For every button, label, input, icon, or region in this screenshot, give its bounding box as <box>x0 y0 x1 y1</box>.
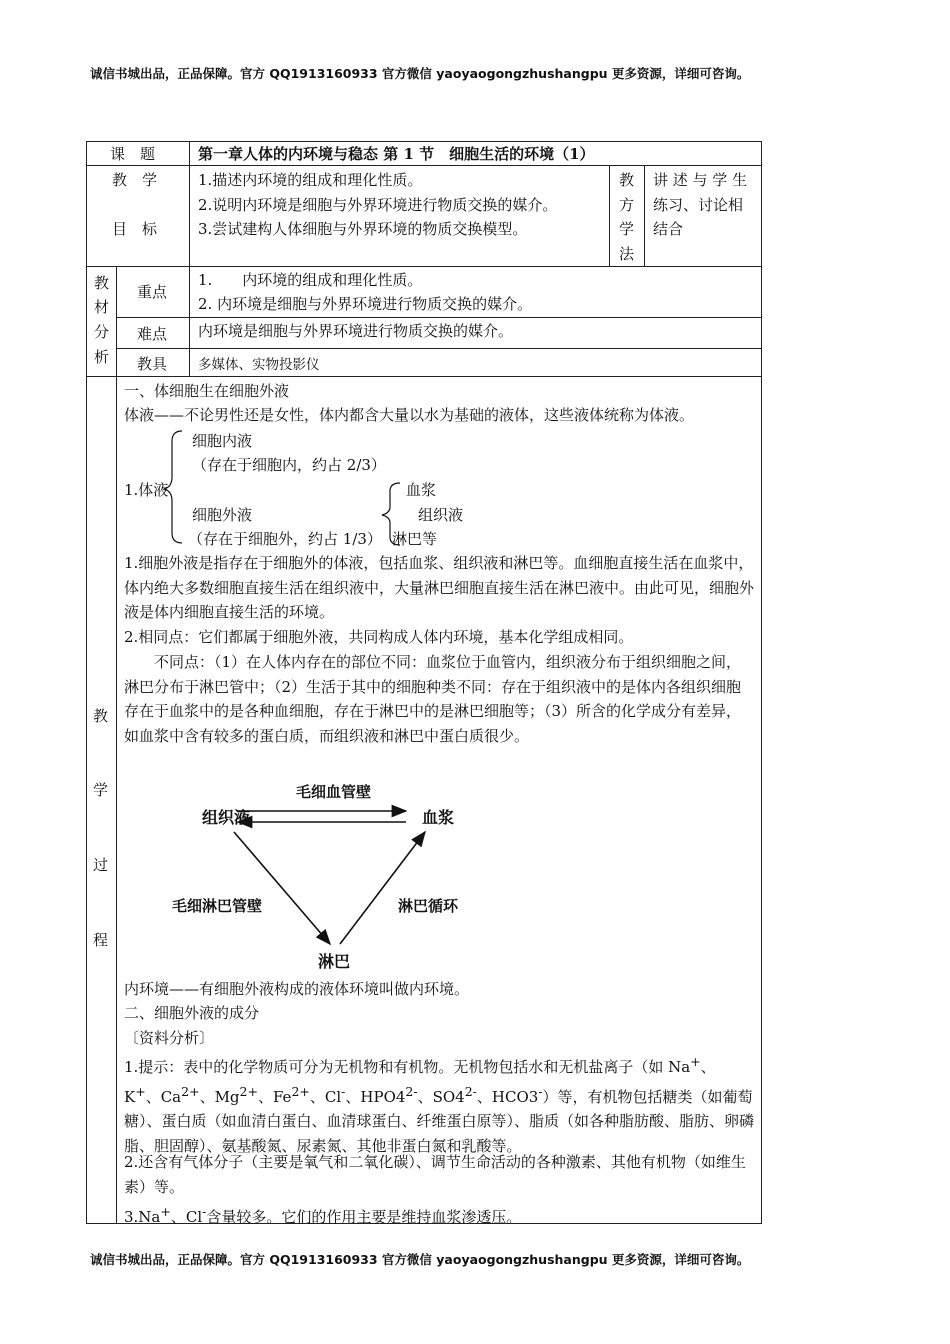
key-point: 1. 内环境的组成和理化性质。 <box>198 271 423 289</box>
sup-k: + <box>135 1083 146 1099</box>
tree-intracellular-note: （存在于细胞内，约占 2/3） <box>192 456 386 474</box>
paragraph-5: 2.还含有气体分子（主要是氧气和二氧化碳）、调节生命活动的各种激素、其他有机物（如维生素）等。 <box>124 1153 746 1196</box>
paragraph-6: 3.Na+、Cl-含量较多。它们的作用主要是维持血浆渗透压。 <box>124 1204 522 1226</box>
tree-tissue-fluid: 组织液 <box>418 506 464 524</box>
bottom-banner: 诚信书城出品，正品保障。官方 QQ1913160933 官方微信 yaoyaogongzhushangpu 更多资源，详细可咨询。 <box>90 1252 750 1267</box>
paragraph-1: 1.细胞外液是指存在于细胞外的体液，包括血浆、组织液和淋巴等。血细胞直接生活在血浆中，体内绝大多数细胞直接生活在组织液中，大量淋巴细胞直接生活在淋巴液中。由此可见，细胞外液是体内细胞直接生活的环境。 <box>124 554 755 621</box>
key-point: 2. 内环境是细胞与外界环境进行物质交换的媒介。 <box>198 295 533 313</box>
material-analysis-heading: 〔资料分析〕 <box>124 1029 215 1047</box>
topic-label: 课 题 <box>110 145 156 163</box>
node-tissue-fluid: 组织液 <box>202 808 251 827</box>
label-capillary-wall: 毛细血管壁 <box>296 783 372 801</box>
goal-item: 1.描述内环境的组成和理化性质。 <box>198 171 423 189</box>
sup-fe: 2+ <box>291 1083 310 1099</box>
tree-lymph: 淋巴等 <box>392 530 438 548</box>
sup-hco3: - <box>538 1083 543 1099</box>
arrow-lymph-to-plasma <box>340 832 425 944</box>
difficulty-value: 内环境是细胞与外界环境进行物质交换的媒介。 <box>198 322 514 340</box>
goal-label-2: 目 标 <box>112 220 158 238</box>
method-value-line: 结合 <box>653 220 684 238</box>
analysis-label-char: 分 <box>94 323 110 341</box>
sup-cl: - <box>341 1083 346 1099</box>
tools-label: 教具 <box>137 355 168 373</box>
method-value-line: 练习、讨论相 <box>653 196 744 214</box>
topic-value: 第一章人体的内环境与稳态 第 1 节 细胞生活的环境（1） <box>198 145 595 163</box>
process-label-char: 过 <box>93 856 109 874</box>
analysis-label-char: 析 <box>94 348 110 366</box>
process-label-cell <box>86 376 117 1224</box>
label-lymph-capillary-wall: 毛细淋巴管壁 <box>172 897 263 915</box>
section1-title: 一、体细胞生在细胞外液 <box>124 382 290 400</box>
node-lymph: 淋巴 <box>318 952 351 971</box>
top-banner: 诚信书城出品，正品保障。官方 QQ1913160933 官方微信 yaoyaogongzhushangpu 更多资源，详细可咨询。 <box>90 66 750 81</box>
goal-label-1: 教 学 <box>112 171 158 189</box>
tools-value: 多媒体、实物投影仪 <box>198 357 320 373</box>
node-plasma: 血浆 <box>422 808 455 827</box>
paragraph-3: 不同点：（1）在人体内存在的部位不同：血浆位于血管内，组织液分布于组织细胞之间，淋巴分布于淋巴管中；（2）生活于其中的细胞种类不同：存在于组织液中的是体内各组织细胞存在于血浆中的是各种血细胞，存在于淋巴中的是淋巴细胞等；（3）所含的化学成分有差异，如血浆中含有较多的蛋白质，而组织液和淋巴中蛋白质很少。 <box>124 653 742 745</box>
goal-item: 3.尝试建构人体细胞与外界环境的物质交换模型。 <box>198 220 528 238</box>
tree-extracellular: 细胞外液 <box>192 506 253 524</box>
sup-na: + <box>690 1054 701 1069</box>
process-label-char: 学 <box>93 781 109 799</box>
tree-extracellular-note: （存在于细胞外，约占 1/3） <box>188 530 382 548</box>
sup-ca: 2+ <box>181 1083 200 1099</box>
method-label-char: 学 <box>619 220 635 238</box>
section2-title: 二、细胞外液的成分 <box>124 1004 260 1022</box>
key-label: 重点 <box>137 283 168 301</box>
method-value-line: 讲 述 与 学 生 <box>653 171 748 189</box>
difficulty-label: 难点 <box>137 325 168 343</box>
paragraph-2: 2.相同点：它们都属于细胞外液，共同构成人体内环境，基本化学组成相同。 <box>124 628 634 646</box>
method-label-char: 法 <box>619 245 635 263</box>
sup-mg: 2+ <box>239 1083 258 1099</box>
sup-so4: 2- <box>464 1083 477 1099</box>
arrow-tissue-to-lymph <box>234 832 330 944</box>
process-label-char: 程 <box>93 931 109 949</box>
body-fluid-definition: 体液——不论男性还是女性，体内都含大量以水为基础的液体，这些液体统称为体液。 <box>124 406 695 424</box>
method-label-char: 教 <box>619 171 635 189</box>
goal-item: 2.说明内环境是细胞与外界环境进行物质交换的媒介。 <box>198 196 558 214</box>
tree-root: 1.体液 <box>124 481 169 499</box>
fluid-exchange-diagram <box>150 770 510 980</box>
internal-environment-definition: 内环境——有细胞外液构成的液体环境叫做内环境。 <box>124 980 470 998</box>
analysis-label-char: 教 <box>94 274 110 292</box>
label-lymph-circulation: 淋巴循环 <box>398 897 459 915</box>
process-label-char: 教 <box>93 707 109 725</box>
tree-intracellular: 细胞内液 <box>192 432 253 450</box>
method-label-char: 方 <box>619 196 635 214</box>
sup-hpo4: 2- <box>405 1083 418 1099</box>
paragraph-4: 1.提示：表中的化学物质可分为无机物和有机物。无机物包括水和无机盐离子（如 Na+、 K+、$Ca^{2+}$、$Mg^{2+}$、$Fe^{2+}$、Cl-、$HPO4^{2-}$、$SO4^{2-}$、HCO3-）等，有机物包括糖类（如葡萄糖）、蛋白质（如血清白蛋白、血清球蛋白、纤维蛋白原等）、脂质（如各种脂肪酸、脂肪、卵磷脂、胆固醇）、氨基酸氮、尿素氮、其他非蛋白氮和乳酸等。 <box>124 1054 755 1155</box>
analysis-label-char: 材 <box>94 298 110 316</box>
tree-plasma: 血浆 <box>406 481 437 499</box>
